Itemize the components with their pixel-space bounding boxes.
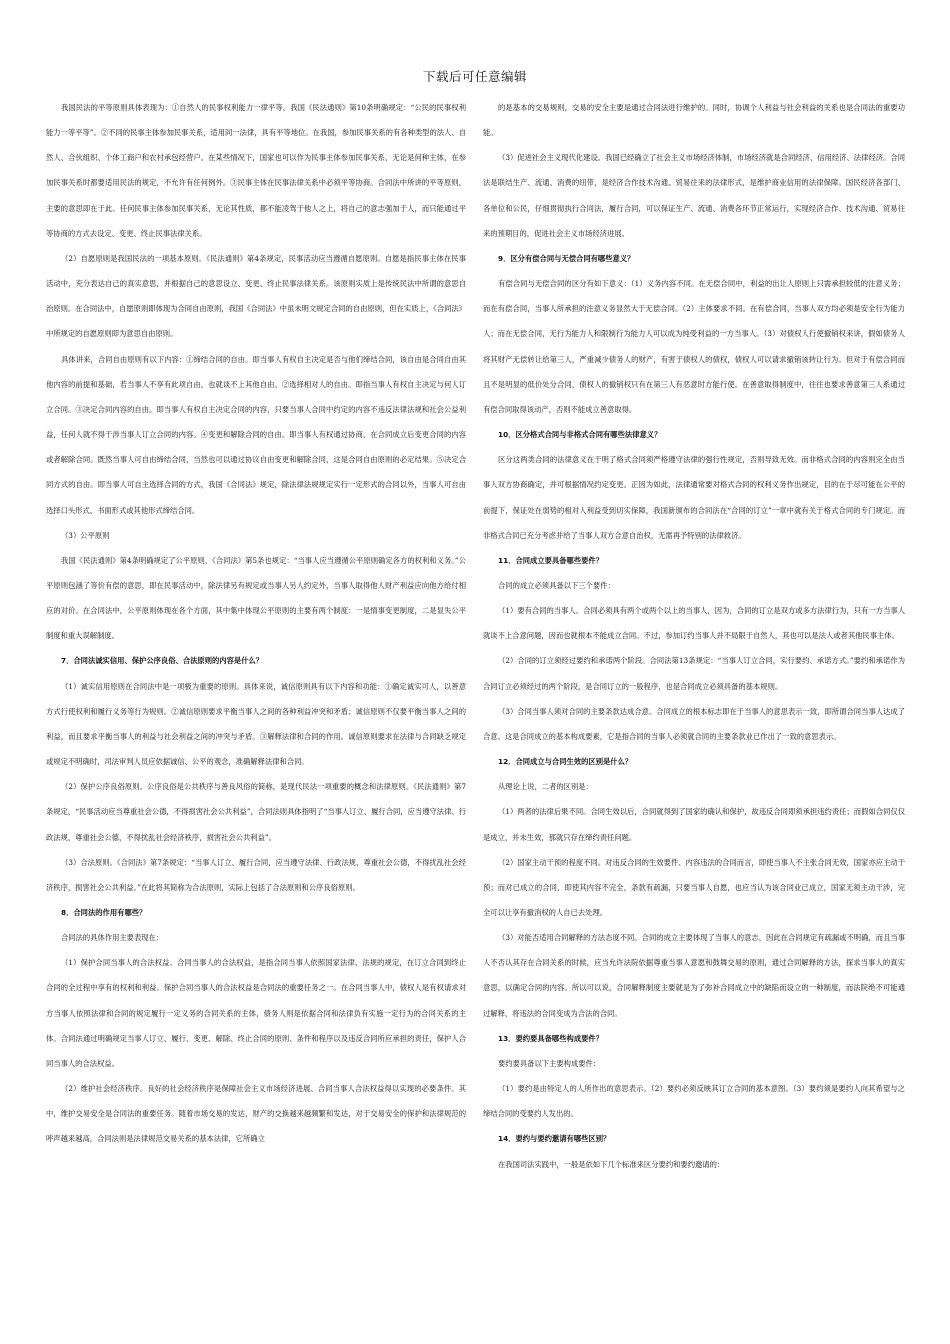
section-heading: 8．合同法的作用有哪些？ [61,908,147,917]
paragraph: （2）国家主动干预的程度不同。对违反合同的生效要件、内容违法的合同而言，即使当事人不主张合同无效，国家亦应主动干预；而对已成立的合同，即使其内容不完全，条款有疏漏，只要当事人自愿，也应当认为该合同业已成立，国家无须主动干涉，完全可以让享有撤消权的人自已去处理。 [483,857,905,917]
paragraph: （2）维护社会经济秩序。良好的社会经济秩序是保障社会主义市场经济进展、合同当事人合法权益得以实现的必要条件。其中，维护交易安全是合同法的重要任务。随着市场交易的发达，财产的交换越来越频繁和发达，对于交易安全的保护和法律规范的呼声越来越高，合同法则是法律规范交易关系的基本法律，它所确立 [46,1084,466,1144]
section-heading: 11．合同成立要具备哪些要件？ [498,555,604,565]
paragraph: 合同法的具体作用主要表现在： [61,933,164,943]
paragraph: （2）保护公序良俗原则。公序良俗是公共秩序与善良风俗的简称，是现代民法一项重要的概念和法律原则。《民法通则》第7条规定，“民事活动应当尊重社会公德，不得损害社会公共利益”，合同法则具体指明了“当事人订立、履行合同，应当遵守法律、行政法规，尊重社会公德，不得扰乱社会经济秩序，损害社会公共利益”。 [46,782,466,842]
paragraph: （1）诚实信用原则在合同法中是一项极为重要的原则。具体来说，诚信原则具有以下内容和功能：①确定诚实可人，以善意方式行使权利和履行义务等行为规则。②诚信原则要求平衡当事人之间的各种利益冲突和矛盾；诚信原则不仅要平衡当事人之间的利益，而且要求平衡当事人的利益与社会利益之间的冲突与矛盾。③解释法律和合同的作用。诚信原则要求在法律与合同缺乏规定或规定不明确时，司法审判人员应依据诚信、公平的观念，准确解释法律和合同。 [46,681,466,767]
paragraph: （1）两者的法律后果不同。合同生效以后，合同就得到了国家的确认和保护，故违反合同即须承担违约责任；而假如合同仅仅是成立，并未生效，那就只存在缔约责任问题。 [483,807,905,842]
paragraph: （1）要有合同的当事人。合同必须具有两个或两个以上的当事人，因为，合同的订立是双方或多方法律行为，只有一方当事人就谈不上合意问题，因而也就根本不能成立合同。不过，参加订约当事人并不局限于自然人，其也可以是法人或者其他民事主体。 [483,606,905,641]
paragraph: （3）对能否适用合同解释的方法态度不同。合同的成立主要体现了当事人的意志，因此在合同规定有疏漏或不明确，而且当事人不否认其存在合同关系的时候，应当允许法院依据尊重当事人意愿和鼓舞交易的原则，通过合同解释的方法，探求当事人的真实意思，以确定合同的内容。所以可以说，合同解释制度主要就是为了弥补合同成立中的缺陷而设立的一种制度，而法院绝不可能通过解释，将违法的合同变成为合法的合同。 [483,933,905,1018]
section-heading: 14．要约与要约邀请有哪些区别？ [498,1134,611,1144]
section-heading: 10．区分格式合同与非格式合同有哪些法律意义？ [498,430,662,440]
paragraph: （3）公平原则 [61,530,110,540]
paragraph: （2）合同的订立须经过要约和承诺两个阶段。合同法第13条规定：“当事人订立合同，实行要约、承诺方式。”要约和承诺作为合同订立必须经过的两个阶段，是合同订立的一般程序，也是合同成立必须具备的基本规则。 [483,656,905,691]
paragraph: 有偿合同与无偿合同的区分有如下意义：（1）义务内容不同。在无偿合同中，利益的出让人原则上只需承担较低的注意义务；而在有偿合同，当事人所承担的注意义务显然大于无偿合同。（2）主体要求不同。在有偿合同，当事人双方均必须是安全行为能力人；而在无偿合同，无行为能力人和限制行为能力人可以成为纯受利益的一方当事人。（3）对债权人行使撤销权来讲，假如债务人将其财产无偿转让给第三人，严重减少债务人的财产，有害于债权人的债权，债权人可以请求撤销该转让行为。但对于有偿合同而且不是明显的低价处分合同，债权人的撤销权只有在第三人有恶意时方能行使。在善意取得制度中，往往也要求善意第三人系通过有偿合同取得该动产，否则不能成立善意取得。 [483,279,905,414]
paragraph: 合同的成立必须具备以下三个要件： [498,580,615,590]
paragraph: 在我国司法实践中，一般是依如下几个标准来区分要约和要约邀请的： [498,1159,725,1169]
section-heading: 7．合同法诚实信用、保护公序良俗、合法原则的内容是什么？ [61,656,264,666]
paragraph: （2）自愿原则是我国民法的一项基本原则。《民法通则》第4条规定，民事活动应当遵循自愿原则。自愿是指民事主体在民事活动中，充分表达自己的真实意思，并根据自己的意思设立、变更、终止民事法律关系。该原则实质上是传统民法中所谓的意思自治原则。在合同法中，自愿原则即体现为合同自由原则，我国《合同法》中虽未明文规定合同的自由原则，但在实质上，《合同法》中所规定的自愿原则即为意思自由原则。 [46,253,466,339]
section-heading: 9．区分有偿合同与无偿合同有哪些意义？ [498,253,635,263]
paragraph: 要约要具备以下主要构成要件： [498,1058,601,1068]
paragraph: 从理论上说，二者的区别是： [498,782,593,792]
paragraph: 区分这两类合同的法律意义在于明了格式合同须严格遵守法律的强行性规定，否则导致无效。而非格式合同的内容则完全由当事人双方协商确定，并可根据情况约定变更。正因为如此，法律通常要对格式合同的权利义务作出规定，目的在于尽可能在公平的前提下，保证处在弱势的相对人利益受到切实保障，我国新颁布的合同法在“合同的订立”一章中就有关于格式合同的专门规定。而非格式合同已充分考虑并给了当事人双方合意自治权，无需再予特别的法律救济。 [483,455,905,540]
paragraph: 具体讲来，合同自由原则有以下内容：①缔结合同的自由。即当事人有权自主决定是否与他们缔结合同，该自由是合同自由其他内容的前提和基础，若当事人不享有此项自由，也就谈不上其他自由。②选择相对人的自由。即指当事人有权自主决定与何人订立合同。③决定合同内容的自由。即当事人有权自主决定合同的内容，只要当事人合同中约定的内容不违反法律法规和社会公益利益，任何人就不得干涉当事人订立合同的内容。④变更和解除合同的自由。即当事人有权通过协商，在合同成立后变更合同的内容或者解除合同。既然当事人可自由缔结合同，当然也可以通过协议自由变更和解除合同，这是合同自由原则的必定结果。⑤决定合同方式的自由。即当事人可自主选择合同的方式，我国《合同法》规定，除法律法规规定实行一定形式的合同以外，当事人可自由选择口头形式、书面形式或其他形式缔结合同。 [46,354,466,515]
left-column [46,95,466,1152]
paragraph: 的是基本的交易规则，交易的安全主要是通过合同法进行维护的。同时，协调个人利益与社会利益的关系也是合同法的重要功能。 [483,103,905,138]
paragraph: （3）合同当事人须对合同的主要条款达成合意。合同成立的根本标志即在于当事人的意思表示一致，即所谓合同当事人达成了合意。这是合同成立的基本构成要素，它是指合同的当事人必须就合同的主要条款业已作出了一致的意思表示。 [483,706,905,741]
paragraph: （3）合法原则。《合同法》第7条规定：“当事人订立、履行合同，应当遵守法律、行政法规，尊重社会公德，不得扰乱社会经济秩序，损害社会公共利益。”在此将其简称为合法原则，实际上包括了合法原则和公序良俗原则。 [46,857,466,892]
section-heading: 12．合同成立与合同生效的区别是什么？ [498,757,633,767]
paragraph: 我国《民法通则》第4条明确规定了公平原则，《合同法》第5条也规定：“当事人应当遵循公平原则确定各方的权利和义务。”公平原则包涵了等价有偿的意思，即在民事活动中，除法律另有规定或当事人另人约定外，当事人取得他人财产利益应向他方给付相应的对价。在合同法中，公平原则体现在各个方面，其中集中体现公平原则的主要有两个制度：一是情事变更制度，二是显失公平制度和重大误解制度。 [46,555,466,641]
paragraph: 我国民法的平等原则具体表现为：①自然人的民事权利能力一律平等。我国《民法通则》第10条明确规定：“公民的民事权利能力一等平等”。②不同的民事主体参加民事关系，适用同一法律，具有平等地位。在我国，参加民事关系的有各种类型的法人、自然人、合伙组织、个体工商户和农村承包经营户。在某些情况下，国家也可以作为民事主体参加民事关系，无论是何种主体，在参加民事关系时都要适用民法的规定，不允许有任何例外。③民事主体在民事法律关系中必须平等协商。合同法中所讲的平等原则，主要的意思即在于此。任何民事主体参加民事关系，无论其性质，都不能凌驾于他人之上，将自己的意志强加于人，而只能通过平等协商的方式去设定、变更、终止民事法律关系。 [46,103,466,238]
paragraph: （1）要约是由特定人的人所作出的意思表示。（2）要约必须反映其订立合同的基本意图。（3）要约须是要约人向其希望与之缔结合同的受要约人发出的。 [483,1084,905,1119]
page-header: 下载后可任意编辑 [422,69,527,84]
right-column [483,95,905,1177]
paragraph: （3）促进社会主义现代化建设。我国已经确立了社会主义市场经济体制，市场经济就是合同经济、信用经济、法律经济。合同法是联结生产、流通、消费的纽带，是经济合作技术沟通、贸易往来的法律形式，是维护商业信用的法律保障。国民经济各部门、各单位和公民，仔细贯彻执行合同法，履行合同，可以保证生产、流通、消费各环节正常运行，实现经济合作、技术沟通、贸易往来的预期目的，促进社会主义市场经济进展。 [483,153,905,238]
paragraph: （1）保护合同当事人的合法权益。合同当事人的合法权益，是指合同当事人依照国家法律、法规的规定，在订立合同到终止合同的全过程中享有的权利和利益。保护合同当事人的合法权益是合同法的重要任务之一。在合同当事人中，债权人是有权请求对方当事人依照法律和合同的规定履行一定义务的合同关系的主体，债务人则是依据合同和法律负有实施一定行为的合同关系的主体。合同法通过明确规定当事人订立、履行、变更、解除、终止合同的原则、条件和程序以及违反合同所应承担的责任，保护人合同当事人的合法权益。 [46,958,466,1068]
section-heading: 13．要约要具备哪些构成要件？ [498,1033,604,1043]
